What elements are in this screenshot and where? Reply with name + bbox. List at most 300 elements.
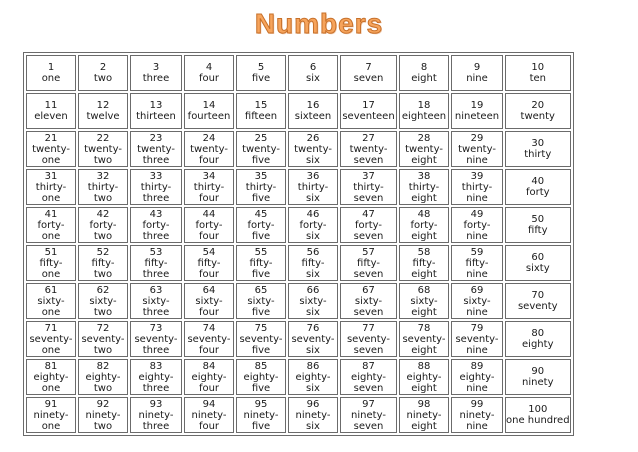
number-cell bbox=[288, 283, 338, 319]
number-word: nine bbox=[466, 306, 488, 318]
number-cell bbox=[340, 55, 397, 91]
number-word: twenty bbox=[520, 111, 555, 122]
number-cell bbox=[236, 93, 286, 129]
number-cell bbox=[26, 131, 76, 167]
numeral: 79 bbox=[470, 322, 484, 334]
number-cell bbox=[78, 207, 128, 243]
number-word: seven bbox=[353, 154, 384, 166]
number-word: ten bbox=[529, 73, 546, 84]
number-word: twenty- bbox=[190, 143, 228, 155]
number-word: one bbox=[41, 420, 61, 432]
number-word: two bbox=[93, 73, 113, 84]
numeral: 9 bbox=[473, 62, 481, 73]
number-word: four bbox=[198, 382, 220, 394]
number-word: two bbox=[93, 154, 113, 166]
number-cell bbox=[399, 131, 449, 167]
number-word: eleven bbox=[34, 111, 68, 122]
number-word: twenty- bbox=[349, 143, 388, 155]
number-word: ninety- bbox=[351, 409, 386, 421]
number-word: sixty bbox=[525, 263, 550, 274]
number-cell bbox=[288, 397, 338, 433]
number-cell bbox=[340, 245, 397, 281]
number-cell bbox=[130, 397, 182, 433]
number-word: seventy- bbox=[291, 333, 335, 345]
number-word: thirty- bbox=[140, 181, 172, 193]
number-word: seven bbox=[353, 382, 384, 394]
number-cell bbox=[236, 207, 286, 243]
numeral: 45 bbox=[254, 208, 268, 220]
number-cell bbox=[26, 397, 76, 433]
number-word: nineteen bbox=[454, 111, 500, 122]
numeral: 1 bbox=[47, 62, 55, 73]
number-cell bbox=[78, 283, 128, 319]
number-cell bbox=[505, 321, 571, 357]
number-cell bbox=[26, 359, 76, 395]
number-cell bbox=[184, 93, 234, 129]
number-cell bbox=[78, 397, 128, 433]
number-word: eight bbox=[411, 344, 437, 356]
number-word: forty- bbox=[142, 219, 170, 231]
numeral: 15 bbox=[254, 100, 268, 111]
number-word: thirty- bbox=[87, 181, 119, 193]
numeral: 70 bbox=[531, 290, 545, 301]
number-cell bbox=[236, 397, 286, 433]
number-cell bbox=[26, 245, 76, 281]
number-cell bbox=[451, 131, 503, 167]
number-cell bbox=[505, 131, 571, 167]
number-cell bbox=[451, 397, 503, 433]
number-word: eight bbox=[411, 230, 437, 242]
number-cell bbox=[340, 283, 397, 319]
numeral: 47 bbox=[362, 208, 375, 220]
number-cell bbox=[288, 321, 338, 357]
number-word: six bbox=[306, 192, 320, 204]
number-word: six bbox=[306, 268, 320, 280]
numeral: 22 bbox=[96, 132, 110, 144]
number-cell bbox=[340, 321, 397, 357]
number-cell bbox=[288, 359, 338, 395]
number-cell bbox=[236, 131, 286, 167]
number-word: nine bbox=[466, 420, 488, 432]
number-word: one bbox=[41, 154, 61, 166]
number-word: forty- bbox=[89, 219, 117, 231]
number-word: three bbox=[142, 344, 170, 356]
number-word: one bbox=[41, 230, 61, 242]
numeral: 89 bbox=[470, 360, 484, 372]
number-word: seven bbox=[353, 230, 384, 242]
number-word: nine bbox=[466, 268, 488, 280]
numeral: 81 bbox=[44, 360, 58, 372]
numeral: 97 bbox=[362, 398, 375, 410]
number-cell bbox=[78, 93, 128, 129]
number-word: sixty- bbox=[195, 295, 223, 307]
numeral: 38 bbox=[417, 170, 431, 182]
number-word: one bbox=[41, 192, 61, 204]
numeral: 95 bbox=[254, 398, 268, 410]
number-word: five bbox=[251, 306, 271, 318]
number-word: sixty- bbox=[247, 295, 275, 307]
numeral: 57 bbox=[362, 246, 375, 258]
number-cell bbox=[78, 359, 128, 395]
number-word: six bbox=[306, 306, 320, 318]
number-cell bbox=[184, 169, 234, 205]
table-row bbox=[26, 397, 571, 433]
number-word: four bbox=[198, 192, 220, 204]
number-word: fifty- bbox=[197, 257, 221, 269]
numeral: 72 bbox=[96, 322, 110, 334]
numeral: 14 bbox=[202, 100, 216, 111]
number-word: eight bbox=[411, 192, 437, 204]
number-word: nine bbox=[466, 382, 488, 394]
number-word: seventy- bbox=[29, 333, 73, 345]
number-cell bbox=[451, 169, 503, 205]
numeral: 60 bbox=[531, 252, 545, 263]
number-word: forty- bbox=[354, 219, 383, 231]
numeral: 71 bbox=[44, 322, 58, 334]
number-cell bbox=[451, 321, 503, 357]
number-word: fifty- bbox=[91, 257, 115, 269]
number-cell bbox=[399, 321, 449, 357]
numeral: 25 bbox=[254, 132, 268, 144]
number-cell bbox=[130, 245, 182, 281]
number-word: forty- bbox=[37, 219, 65, 231]
number-cell bbox=[26, 169, 76, 205]
number-word: four bbox=[198, 344, 220, 356]
numeral: 67 bbox=[362, 284, 375, 296]
number-cell bbox=[130, 131, 182, 167]
number-word: seventy- bbox=[455, 333, 499, 345]
number-word: fifty- bbox=[39, 257, 63, 269]
numeral: 6 bbox=[309, 62, 317, 73]
page-title: Numbers bbox=[254, 8, 384, 39]
numeral: 87 bbox=[362, 360, 375, 372]
number-cell bbox=[451, 359, 503, 395]
numeral: 16 bbox=[306, 100, 320, 111]
numeral: 74 bbox=[202, 322, 216, 334]
numbers-table-body bbox=[26, 55, 571, 433]
number-word: nine bbox=[466, 230, 488, 242]
number-cell bbox=[340, 131, 397, 167]
numeral: 26 bbox=[306, 132, 320, 144]
number-word: seventy- bbox=[346, 333, 391, 345]
number-cell bbox=[505, 55, 571, 91]
number-word: seventy- bbox=[402, 333, 446, 345]
number-word: sixty- bbox=[89, 295, 117, 307]
numeral: 62 bbox=[96, 284, 110, 296]
number-word: fifteen bbox=[244, 111, 278, 122]
numeral: 19 bbox=[470, 100, 484, 111]
numeral: 78 bbox=[417, 322, 431, 334]
numeral: 93 bbox=[149, 398, 163, 410]
number-word: sixty- bbox=[37, 295, 65, 307]
number-word: twenty- bbox=[294, 143, 332, 155]
number-word: eight bbox=[411, 420, 437, 432]
number-word: forty- bbox=[463, 219, 491, 231]
number-cell bbox=[399, 245, 449, 281]
table-row bbox=[26, 55, 571, 91]
numeral: 13 bbox=[149, 100, 163, 111]
number-word: seven bbox=[353, 192, 384, 204]
number-word: eighty- bbox=[459, 371, 495, 383]
number-word: three bbox=[142, 73, 170, 84]
numeral: 2 bbox=[99, 62, 107, 73]
number-word: ninety- bbox=[33, 409, 69, 421]
number-cell bbox=[184, 55, 234, 91]
number-cell bbox=[130, 207, 182, 243]
number-word: seventy- bbox=[81, 333, 125, 345]
number-word: seven bbox=[353, 268, 384, 280]
number-word: eight bbox=[411, 268, 437, 280]
number-word: six bbox=[306, 230, 320, 242]
number-word: six bbox=[306, 154, 320, 166]
numeral: 85 bbox=[254, 360, 268, 372]
number-word: one bbox=[41, 306, 61, 318]
number-cell bbox=[78, 55, 128, 91]
number-word: three bbox=[142, 420, 170, 432]
number-cell bbox=[130, 283, 182, 319]
number-word: five bbox=[251, 230, 271, 242]
numeral: 84 bbox=[202, 360, 216, 372]
numeral: 99 bbox=[470, 398, 484, 410]
table-row bbox=[26, 245, 571, 281]
numeral: 36 bbox=[306, 170, 320, 182]
number-word: four bbox=[198, 268, 220, 280]
number-word: ninety- bbox=[85, 409, 121, 421]
number-word: fifty- bbox=[144, 257, 168, 269]
number-word: sixteen bbox=[294, 111, 332, 122]
number-word: twenty- bbox=[458, 143, 496, 155]
number-cell bbox=[399, 169, 449, 205]
numeral: 63 bbox=[149, 284, 163, 296]
numeral: 39 bbox=[470, 170, 484, 182]
number-word: fifty- bbox=[412, 257, 436, 269]
table-row bbox=[26, 321, 571, 357]
numeral: 50 bbox=[531, 214, 545, 225]
number-word: two bbox=[93, 306, 113, 318]
number-cell bbox=[451, 283, 503, 319]
number-word: one bbox=[41, 73, 61, 84]
numeral: 5 bbox=[257, 62, 265, 73]
number-word: eighty- bbox=[138, 371, 174, 383]
number-word: nine bbox=[466, 154, 488, 166]
numeral: 58 bbox=[417, 246, 431, 258]
numeral: 27 bbox=[362, 132, 375, 144]
number-word: five bbox=[251, 268, 271, 280]
number-cell bbox=[399, 55, 449, 91]
numeral: 100 bbox=[528, 404, 548, 415]
numeral: 51 bbox=[44, 246, 58, 258]
number-cell bbox=[288, 55, 338, 91]
number-cell bbox=[78, 169, 128, 205]
numeral: 68 bbox=[417, 284, 431, 296]
numeral: 61 bbox=[44, 284, 58, 296]
number-word: eight bbox=[411, 306, 437, 318]
number-word: thirty- bbox=[35, 181, 67, 193]
numeral: 10 bbox=[531, 62, 545, 73]
number-word: sixty- bbox=[354, 295, 383, 307]
number-cell bbox=[184, 321, 234, 357]
number-word: six bbox=[306, 382, 320, 394]
numeral: 28 bbox=[417, 132, 431, 144]
table-row bbox=[26, 131, 571, 167]
number-word: nine bbox=[466, 344, 488, 356]
numeral: 20 bbox=[531, 100, 545, 111]
numeral: 34 bbox=[202, 170, 216, 182]
number-word: seven bbox=[353, 73, 384, 84]
number-cell bbox=[236, 55, 286, 91]
number-cell bbox=[130, 55, 182, 91]
numeral: 53 bbox=[149, 246, 163, 258]
number-word: five bbox=[251, 420, 271, 432]
numeral: 98 bbox=[417, 398, 431, 410]
number-word: thirty- bbox=[245, 181, 277, 193]
number-cell bbox=[399, 207, 449, 243]
number-cell bbox=[288, 245, 338, 281]
number-word: forty- bbox=[195, 219, 223, 231]
numeral: 24 bbox=[202, 132, 216, 144]
number-cell bbox=[505, 283, 571, 319]
number-word: seven bbox=[353, 306, 384, 318]
number-word: ninety bbox=[522, 377, 554, 388]
number-word: thirty- bbox=[193, 181, 225, 193]
number-word: eight bbox=[411, 382, 437, 394]
number-word: twenty- bbox=[84, 143, 122, 155]
number-cell bbox=[505, 207, 571, 243]
number-word: two bbox=[93, 192, 113, 204]
number-word: three bbox=[142, 230, 170, 242]
number-cell bbox=[399, 93, 449, 129]
number-cell bbox=[505, 169, 571, 205]
number-word: four bbox=[198, 73, 220, 84]
numeral: 83 bbox=[149, 360, 163, 372]
numeral: 17 bbox=[362, 100, 375, 111]
number-word: five bbox=[251, 192, 271, 204]
number-word: three bbox=[142, 192, 170, 204]
table-row bbox=[26, 93, 571, 129]
number-cell bbox=[451, 55, 503, 91]
numeral: 82 bbox=[96, 360, 110, 372]
number-cell bbox=[236, 283, 286, 319]
number-word: five bbox=[251, 382, 271, 394]
number-word: one bbox=[41, 268, 61, 280]
number-word: one bbox=[41, 344, 61, 356]
number-word: sixty- bbox=[299, 295, 327, 307]
number-word: eighty- bbox=[406, 371, 442, 383]
number-word: two bbox=[93, 420, 113, 432]
numeral: 8 bbox=[420, 62, 428, 73]
numeral: 54 bbox=[202, 246, 216, 258]
number-cell bbox=[340, 93, 397, 129]
number-word: seven bbox=[353, 420, 384, 432]
number-cell bbox=[236, 359, 286, 395]
numeral: 21 bbox=[44, 132, 58, 144]
number-word: twenty- bbox=[242, 143, 280, 155]
number-cell bbox=[236, 169, 286, 205]
numeral: 11 bbox=[44, 100, 58, 111]
number-cell bbox=[399, 397, 449, 433]
number-cell bbox=[340, 169, 397, 205]
numeral: 96 bbox=[306, 398, 320, 410]
number-word: four bbox=[198, 306, 220, 318]
number-word: ninety- bbox=[191, 409, 227, 421]
numeral: 32 bbox=[96, 170, 110, 182]
number-cell bbox=[505, 359, 571, 395]
number-word: two bbox=[93, 344, 113, 356]
numeral: 76 bbox=[306, 322, 320, 334]
number-word: ninety- bbox=[295, 409, 331, 421]
number-cell bbox=[130, 93, 182, 129]
number-word: fourteen bbox=[187, 111, 231, 122]
number-word: three bbox=[142, 154, 170, 166]
numeral: 73 bbox=[149, 322, 163, 334]
number-word: eighty- bbox=[351, 371, 386, 383]
number-word: six bbox=[306, 344, 320, 356]
numeral: 86 bbox=[306, 360, 320, 372]
number-cell bbox=[399, 283, 449, 319]
numbers-table bbox=[23, 52, 574, 436]
number-word: three bbox=[142, 382, 170, 394]
table-row bbox=[26, 283, 571, 319]
number-word: eighty- bbox=[85, 371, 121, 383]
number-word: fifty- bbox=[465, 257, 489, 269]
numeral: 77 bbox=[362, 322, 375, 334]
number-cell bbox=[340, 359, 397, 395]
number-word: forty bbox=[525, 187, 550, 198]
number-word: ninety- bbox=[459, 409, 495, 421]
number-cell bbox=[184, 207, 234, 243]
number-word: forty- bbox=[299, 219, 327, 231]
number-cell bbox=[505, 93, 571, 129]
number-word: twenty- bbox=[137, 143, 175, 155]
number-word: thirty- bbox=[353, 181, 384, 193]
numeral: 56 bbox=[306, 246, 320, 258]
table-row bbox=[26, 359, 571, 395]
numeral: 91 bbox=[44, 398, 58, 410]
number-word: eight bbox=[411, 154, 437, 166]
numeral: 42 bbox=[96, 208, 110, 220]
number-cell bbox=[184, 131, 234, 167]
number-word: six bbox=[306, 420, 320, 432]
number-word: thirty- bbox=[461, 181, 493, 193]
number-word: seventy bbox=[517, 301, 558, 312]
number-cell bbox=[288, 169, 338, 205]
number-word: fifty- bbox=[357, 257, 380, 269]
numeral: 66 bbox=[306, 284, 320, 296]
number-word: ninety- bbox=[406, 409, 442, 421]
numeral: 52 bbox=[96, 246, 110, 258]
number-word: five bbox=[251, 73, 271, 84]
numeral: 31 bbox=[44, 170, 58, 182]
number-word: three bbox=[142, 306, 170, 318]
number-cell bbox=[184, 397, 234, 433]
number-word: seven bbox=[353, 344, 384, 356]
number-word: seventy- bbox=[239, 333, 283, 345]
numeral: 4 bbox=[205, 62, 213, 73]
numeral: 35 bbox=[254, 170, 268, 182]
number-cell bbox=[130, 321, 182, 357]
number-word: seventeen bbox=[342, 111, 395, 122]
numeral: 29 bbox=[470, 132, 484, 144]
number-word: seventy- bbox=[187, 333, 231, 345]
numeral: 44 bbox=[202, 208, 216, 220]
number-word: nine bbox=[466, 192, 488, 204]
number-cell bbox=[340, 207, 397, 243]
numeral: 55 bbox=[254, 246, 268, 258]
number-cell bbox=[78, 245, 128, 281]
number-word: seventy- bbox=[134, 333, 178, 345]
number-word: fifty- bbox=[301, 257, 325, 269]
number-cell bbox=[184, 359, 234, 395]
